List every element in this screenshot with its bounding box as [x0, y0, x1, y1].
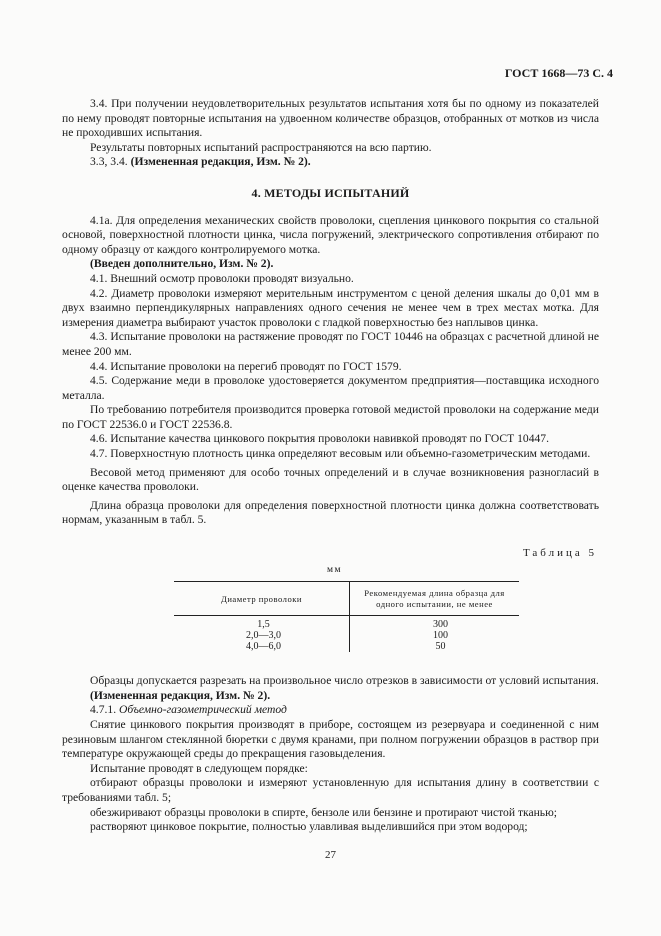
table-cell-diameter: 2,0—3,0: [174, 630, 350, 641]
paragraph-4-1a: 4.1а. Для определения механических свойств проволоки, сцепления цинкового покрытия со стальной основой, поверхностной плотности цинка, числа погружений, электрического сопротивления отбирают по одному образцу от каждого контролируемого мотка.: [62, 213, 599, 256]
paragraph-4-7-weight-method: Весовой метод применяют для особо точных определений и в случае возникновения разногласий в оценке качества проволоки.: [62, 465, 599, 494]
paragraph-step-degrease: обезжиривают образцы проволоки в спирте, бензоле или бензине и протирают чистой тканью;: [90, 805, 557, 819]
table-5: [174, 581, 519, 652]
table-header-length: Рекомендуемая длина образца для одного испытании, не менее: [350, 582, 520, 616]
paragraph-4-7-1: [62, 703, 599, 718]
paragraph-4-7: 4.7. Поверхностную плотность цинка определяют весовым или объемно-газометрическим методами.: [90, 447, 591, 461]
paragraph-4-6: 4.6. Испытание качества цинкового покрытия проволоки навивкой проводят по ГОСТ 10447.: [90, 432, 549, 446]
paragraph-4-3: 4.3. Испытание проволоки на растяжение проводят по ГОСТ 10446 на образцах с расчетной длиной не менее 200 мм.: [62, 330, 599, 358]
paragraph-4-7-sample-length: Длина образца проволоки для определения поверхностной плотности цинка должна соответствовать нормам, указанным в табл. 5.: [62, 498, 599, 527]
table-cell-length: 300: [433, 619, 448, 631]
page-header: ГОСТ 1668—73 С. 4: [504, 66, 613, 80]
amendment-text: (Измененная редакция, Изм. № 2).: [130, 155, 311, 169]
paragraph-4-2: 4.2. Диаметр проволоки измеряют мерительным инструментом с ценой деления шкалы до 0,01 мм в двух взаимно перпендикулярных направлениях одного сечения не менее чем в трех местах мотка. Для измерения диаметра выбирают участок проволоки с гладкой поверхностью без наплывов цинка.: [62, 286, 599, 329]
amendment-prefix: 3.3, 3.4.: [90, 155, 131, 169]
paragraph-4-7-1-number: 4.7.1.: [90, 703, 119, 717]
paragraph-4-5: 4.5. Содержание меди в проволоке удостоверяется документом предприятия—поставщика исходного металла.: [62, 374, 599, 402]
paragraph-samples-cut: Образцы допускается разрезать на произвольное число отрезков в зависимости от условий испытания.: [90, 674, 599, 688]
paragraph-4-1: 4.1. Внешний осмотр проволоки проводят визуально.: [90, 271, 354, 285]
introduced-note: (Введен дополнительно, Изм. № 2).: [90, 257, 274, 271]
table-caption: Таблица 5: [522, 547, 597, 560]
paragraph-step-dissolve: растворяют цинковое покрытие, полностью улавливая выделившийся при этом водород;: [90, 820, 528, 834]
table-unit: мм: [326, 564, 343, 575]
amendment-note-2: (Измененная редакция, Изм. № 2).: [90, 688, 271, 702]
table-row: [174, 630, 519, 641]
table-row: [174, 641, 519, 652]
paragraph-step-select: отбирают образцы проволоки и измеряют установленную для испытания длину в соответствии с требованиями табл. 5;: [62, 776, 599, 804]
table-header-diameter: Диаметр проволоки: [174, 582, 350, 616]
amendment-note-3-3: [62, 155, 599, 170]
table-cell-length: 50: [435, 641, 446, 653]
table-cell-diameter: 1,5: [174, 616, 350, 631]
table-cell-length: 100: [433, 630, 448, 642]
section-title: 4. МЕТОДЫ ИСПЫТАНИЙ: [251, 185, 410, 200]
paragraph-test-order: Испытание проводят в следующем порядке:: [90, 761, 308, 775]
page-content: [62, 97, 599, 835]
table-row: [174, 616, 519, 631]
page-number: 27: [325, 849, 336, 861]
table-cell-diameter: 4,0—6,0: [174, 641, 350, 652]
paragraph-3-4: 3.4. При получении неудовлетворительных результатов испытания хотя бы по одному из показателей по нему проводят повторные испытания на удвоенном количестве образцов, отобранных от мотков из числа не проходивших испытания.: [62, 97, 599, 140]
paragraph-4-5-request: По требованию потребителя производится проверка готовой медистой проволоки на содержание меди по ГОСТ 22536.0 и ГОСТ 22536.8.: [62, 403, 599, 431]
paragraph-3-4-results: Результаты повторных испытаний распространяются на всю партию.: [90, 140, 432, 154]
paragraph-zinc-removal: Снятие цинкового покрытия производят в приборе, состоящем из резервуара и соединенной с ним резиновым шлангом стеклянной бюретки с двумя кранами, при полном погружении образцов в раствор при температуре окружающей среды до прекращения газовыделения.: [62, 718, 599, 761]
paragraph-4-4: 4.4. Испытание проволоки на перегиб проводят по ГОСТ 1579.: [90, 359, 402, 373]
paragraph-4-7-1-title: Объемно-газометрический метод: [118, 703, 287, 717]
